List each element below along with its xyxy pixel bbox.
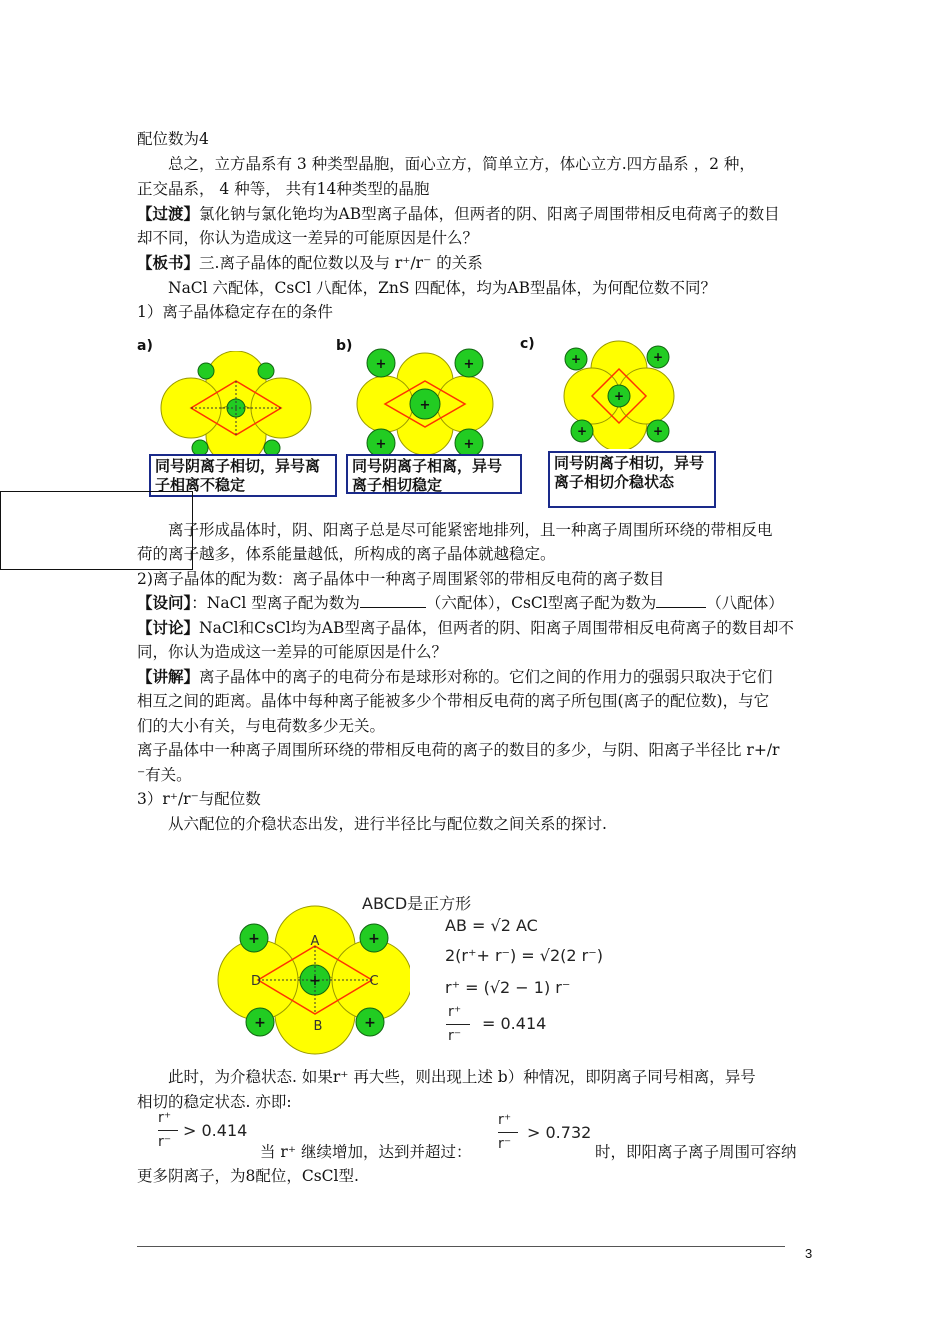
ratio-fraction [498,1112,522,1158]
point-label: C [369,974,379,989]
text-line [137,665,773,689]
fraction-numerator: r⁺ [158,1110,172,1126]
ratio-fraction [158,1110,182,1156]
figure-c [518,333,718,508]
text-line: 正交晶系， 4 种等， 共有14种类型的晶胞 [137,180,430,198]
point-label: A [310,934,320,949]
cation-mark: + [419,398,431,413]
section-tag: 【设问】 [137,593,192,612]
fraction-bar [498,1132,518,1133]
text-line: 相切的稳定状态. 亦即: [137,1093,292,1111]
text-span: 氯化钠与氯化铯均为AB型离子晶体，但两者的阴、阳离子周围带相反电荷离子的数目 [199,205,780,223]
inequality: > 0.414 [183,1121,248,1140]
cation-mark: + [463,437,475,452]
text-line [137,202,780,226]
point-label: B [313,1019,323,1034]
text-line [137,616,794,640]
cation-mark: + [248,931,260,947]
page-number: 3 [805,1246,813,1261]
text-span: 离子晶体中的离子的电荷分布是球形对称的。它们之间的作用力的强弱只取决于它们 [199,668,773,686]
text-span: ：NaCl 型离子配为数为 [191,594,360,612]
crystal-diagram-c [544,339,714,449]
cation-mark: + [570,352,582,366]
cation-mark: + [364,1015,376,1031]
text-line: 时，即阳离子离子周围可容纳 [595,1143,797,1161]
caption-c: 同号阴离子相切，异号离子相切介稳状态 [548,451,716,508]
section-tag: 【讨论】 [137,618,200,637]
section-tag: 【过渡】 [137,204,200,223]
text-line: 离子晶体中一种离子周围所环绕的带相反电荷的离子的数目的多少，与阴、阳离子半径比 r+/r [137,741,780,759]
text-line [137,591,784,615]
text-line: ⁻有关。 [137,766,192,784]
text-line: 从六配位的介稳状态出发，进行半径比与配位数之间关系的探讨. [168,815,607,833]
ratio-fraction [446,1004,476,1050]
fraction-denominator: r⁻ [158,1134,172,1150]
text-line: 当 r⁺ 继续增加，达到并超过： [260,1143,472,1161]
cation-mark: + [368,931,380,947]
text-line: 此时，为介稳状态. 如果r⁺ 再大些，则出现上述 b）种情况，即阴离子同号相离，异号 [168,1068,756,1086]
text-span: NaCl和CsCl均为AB型离子晶体，但两者的阴、阳离子周围带相反电荷离子的数目却不 [199,619,794,637]
text-line: 离子形成晶体时，阴、阳离子总是尽可能紧密地排列，且一种离子周围所环绕的带相反电 [168,521,773,539]
fraction-denominator: r⁻ [448,1028,462,1044]
figure-label: b) [336,338,353,354]
fraction-numerator: r⁺ [448,1004,462,1020]
cation-mark: + [309,973,321,989]
derivation-figure [210,888,690,1058]
fraction-denominator: r⁻ [498,1136,512,1152]
section-tag: 【讲解】 [137,667,200,686]
point-label: D [250,974,262,989]
figure-label: c) [520,336,535,352]
text-line: 同，你认为造成这一差异的可能原因是什么？ [137,643,448,661]
fill-blank[interactable] [360,593,426,608]
fraction-numerator: r⁺ [498,1112,512,1128]
text-span: （八配体） [706,594,784,612]
figure-a [137,333,337,498]
text-line: 1）离子晶体稳定存在的条件 [137,303,333,321]
figure-label: a) [137,338,153,354]
inequality: > 0.732 [527,1123,592,1142]
text-line: 更多阴离子，为8配位，CsCl型. [137,1167,359,1185]
text-line [137,251,483,275]
cation-mark: + [576,424,588,438]
figure-b [336,333,536,498]
text-span: （六配体），CsCl型离子配为数为 [425,594,657,612]
text-line: NaCl 六配体，CsCl 八配体，ZnS 四配体，均为AB型晶体，为何配位数不同？ [168,279,716,297]
text-line: 相互之间的距离。晶体中每种离子能被多少个带相反电荷的离子所包围(离子的配位数)，与它 [137,692,770,710]
caption-b: 同号阴离子相离，异号离子相切稳定 [346,454,522,494]
equation: 2(r⁺+ r⁻) = √2(2 r⁻) [445,946,603,965]
crystal-diagram-b [346,347,526,457]
equation: AB = √2 AC [445,916,538,935]
fraction-bar [158,1130,178,1131]
text-line: 配位数为4 [137,130,209,148]
cation-mark: + [375,437,387,452]
text-line: 却不同，你认为造成这一差异的可能原因是什么？ [137,229,479,247]
text-line: 总之，立方晶系有 3 种类型晶胞，面心立方，简单立方，体心立方.四方晶系 ，2 种， [168,155,755,173]
cation-mark: + [613,389,625,403]
cation-mark: + [375,357,387,372]
fraction-bar [446,1024,470,1025]
equation: r⁺ = (√2 − 1) r⁻ [445,978,571,997]
text-line: 荷的离子越多，体系能量越低，所构成的离子晶体就越稳定。 [137,545,556,563]
derivation-title: ABCD是正方形 [362,894,472,913]
fill-blank[interactable] [656,593,706,608]
equation: = 0.414 [482,1014,547,1033]
text-span: 三.离子晶体的配位数以及与 r⁺/r⁻ 的关系 [199,254,483,272]
text-line: 2)离子晶体的配为数：离子晶体中一种离子周围紧邻的带相反电荷的离子数目 [137,570,665,588]
crystal-diagram-a [137,351,337,461]
cation-mark: + [652,350,664,364]
text-line: 们的大小有关，与电荷数多少无关。 [137,717,386,735]
cation-mark: + [254,1015,266,1031]
cation-mark: + [652,424,664,438]
text-line: 3）r⁺/r⁻与配位数 [137,790,261,808]
footer-rule [137,1246,785,1247]
section-tag: 【板书】 [137,253,200,272]
cation-mark: + [463,357,475,372]
caption-a: 同号阴离子相切，异号离子相离不稳定 [149,454,337,497]
